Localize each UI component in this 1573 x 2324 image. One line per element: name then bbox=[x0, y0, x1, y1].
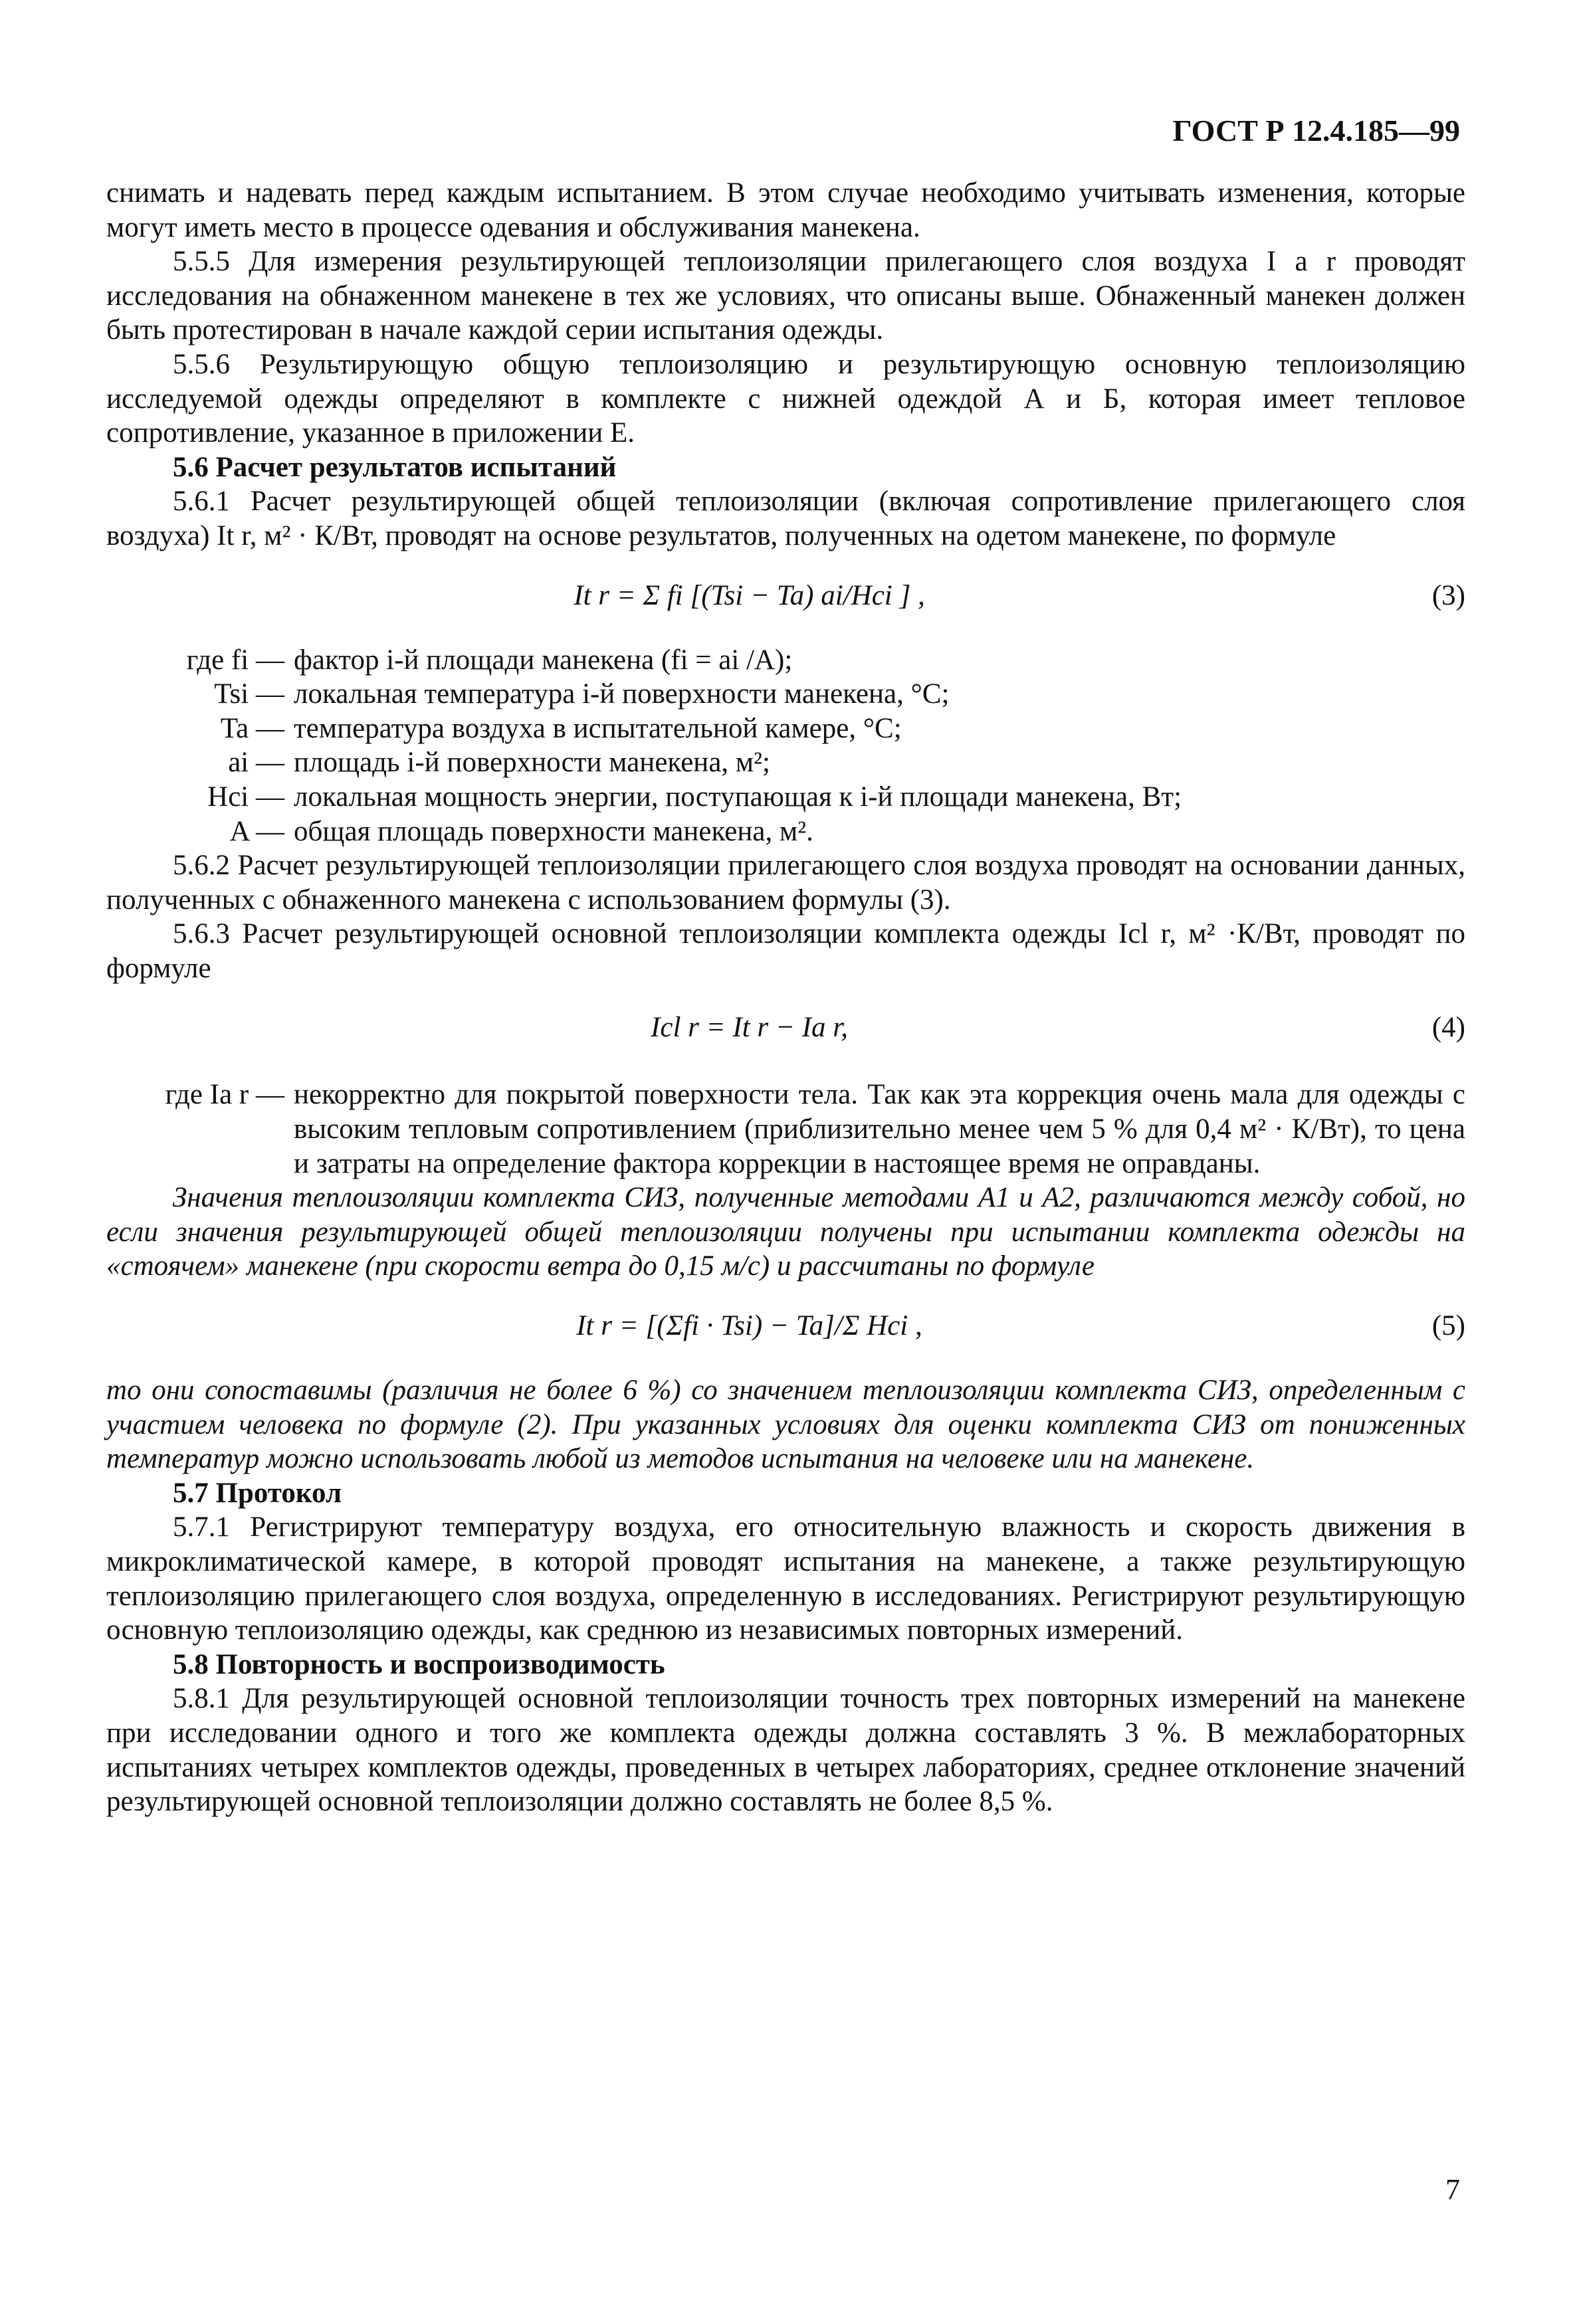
formula-5-number: (5) bbox=[1431, 1310, 1465, 1342]
paragraph-5-6-3: 5.6.3 Расчет результирующей основной теплоизоляции комплекта одежды Icl r, м² ·К/Вт, проводят по формуле bbox=[106, 918, 1465, 984]
definition-symbol: ai — bbox=[228, 747, 284, 779]
paragraph-5-6-2: 5.6.2 Расчет результирующей теплоизоляции прилегающего слоя воздуха проводят на основании данных, полученных с обнаженного манекена с использованием формулы (3). bbox=[106, 850, 1465, 916]
formula-4-definition bbox=[106, 1078, 1465, 1181]
italic-note-continued: то они сопоставимы (различия не более 6 %) со значением теплоизоляции комплекта СИЗ, определенным с участием человека по формуле (2). При указанных условиях для оценки комплекта СИЗ от пониженных температур можно использовать любой из методов испытания на человеке или на манекене. bbox=[106, 1375, 1465, 1475]
page-number: 7 bbox=[1445, 2173, 1460, 2206]
definition-text: фактор i-й площади манекена (fi = ai /A); bbox=[294, 644, 793, 676]
formula-5 bbox=[106, 1284, 1465, 1373]
formula-4-expression: Icl r = It r − Ia r, bbox=[651, 1012, 848, 1044]
definition-text: температура воздуха в испытательной камере, °С; bbox=[294, 712, 902, 744]
formula-4-number: (4) bbox=[1431, 1012, 1465, 1044]
paragraph-5-6-1: 5.6.1 Расчет результирующей общей теплоизоляции (включая сопротивление прилегающего слоя воздуха) It r, м² · К/Вт, проводят на основе результатов, полученных на одетом манекене, по формуле bbox=[106, 486, 1465, 551]
definitions-list bbox=[106, 643, 1465, 849]
document-header: ГОСТ Р 12.4.185—99 bbox=[1172, 114, 1460, 147]
paragraph-5-8-1: 5.8.1 Для результирующей основной теплоизоляции точность трех повторных измерений на манекене при исследовании одного и того же комплекта одежды должна составлять 3 %. В межлабораторных испытаниях четырех комплектов одежды, проведенных в четырех лабораториях, среднее отклонение значений результирующей основной теплоизоляции должно составлять не более 8,5 %. bbox=[106, 1683, 1465, 1818]
definition-text: общая площадь поверхности манекена, м². bbox=[294, 815, 813, 847]
definition-symbol: A — bbox=[229, 815, 284, 847]
section-heading-5-6: 5.6 Расчет результатов испытаний bbox=[173, 451, 617, 483]
definition-symbol: Ta — bbox=[220, 712, 284, 744]
document-body bbox=[106, 176, 1465, 1819]
definition-symbol: где Ia r — bbox=[165, 1079, 284, 1111]
formula-3-expression: It r = Σ fi [(Tsi − Ta) ai/Hci ] , bbox=[574, 579, 925, 611]
definition-text: локальная мощность энергии, поступающая к i-й площади манекена, Вт; bbox=[294, 781, 1182, 813]
formula-5-expression: It r = [(Σfi · Tsi) − Ta]/Σ Hci , bbox=[576, 1310, 922, 1342]
formula-3-number: (3) bbox=[1431, 579, 1465, 611]
section-heading-5-7: 5.7 Протокол bbox=[173, 1477, 342, 1509]
formula-3 bbox=[106, 553, 1465, 643]
definition-text: некорректно для покрытой поверхности тела. Так как эта коррекция очень мала для одежды с высоким тепловым сопротивлением (приблизительно менее чем 5 % для 0,4 м² · К/Вт), то цена и затраты на определение фактора коррекции в настоящее время не оправданы. bbox=[294, 1079, 1465, 1179]
paragraph-5-7-1: 5.7.1 Регистрируют температуру воздуха, его относительную влажность и скорость движения в микроклиматической камере, в которой проводят испытания на манекене, а также результирующую теплоизоляцию прилегающего слоя воздуха, определенную в исследованиях. Регистрируют результирующую основную теплоизоляцию одежды, как среднюю из независимых повторных измерений. bbox=[106, 1511, 1465, 1646]
formula-4 bbox=[106, 985, 1465, 1075]
section-heading-5-8: 5.8 Повторность и воспроизводимость bbox=[173, 1648, 665, 1680]
paragraph: снимать и надевать перед каждым испытанием. В этом случае необходимо учитывать изменения, которые могут иметь место в процессе одевания и обслуживания манекена. bbox=[106, 177, 1465, 243]
definition-symbol: Tsi — bbox=[214, 678, 284, 710]
definition-symbol: Hci — bbox=[207, 781, 284, 813]
definition-symbol: где fi — bbox=[186, 644, 284, 676]
paragraph-5-5-5: 5.5.5 Для измерения результирующей теплоизоляции прилегающего слоя воздуха I а r проводят исследования на обнаженном манекене в тех же условиях, что описаны выше. Обнаженный манекен должен быть протестирован в начале каждой серии испытания одежды. bbox=[106, 246, 1465, 346]
definition-text: площадь i-й поверхности манекена, м²; bbox=[294, 747, 770, 779]
paragraph-5-5-6: 5.5.6 Результирующую общую теплоизоляцию и результирующую основную теплоизоляцию исследуемой одежды определяют в комплекте с нижней одеждой А и Б, которая имеет тепловое сопротивление, указанное в приложении Е. bbox=[106, 348, 1465, 449]
definition-text: локальная температура i-й поверхности манекена, °С; bbox=[294, 678, 950, 710]
italic-note: Значения теплоизоляции комплекта СИЗ, полученные методами А1 и А2, различаются между собой, но если значения результирующей общей теплоизоляции получены при испытании комплекта одежды на «стоячем» манекене (при скорости ветра до 0,15 м/с) и рассчитаны по формуле bbox=[106, 1182, 1465, 1282]
